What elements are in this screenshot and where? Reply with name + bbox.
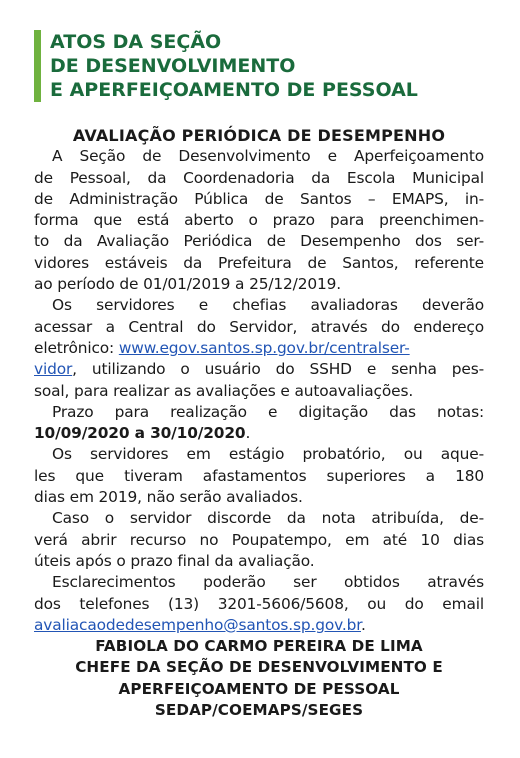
- text-line: dias em 2019, não serão avaliados.: [34, 488, 303, 507]
- paragraph-probation: [34, 444, 484, 508]
- signature-role: APERFEIÇOAMENTO DE PESSOAL: [118, 679, 400, 698]
- text-line: forma que está aberto o prazo para preenchimen-: [34, 211, 484, 230]
- paragraph-access: [34, 295, 484, 401]
- paragraph-appeal: [34, 508, 484, 572]
- text-line: [34, 615, 484, 636]
- text-line: vidores estáveis da Prefeitura de Santos, referente: [34, 253, 484, 272]
- text-line: soal, para realizar as avaliações e autoavaliações.: [34, 381, 414, 400]
- paragraph-deadline: [34, 402, 484, 445]
- text-line: de Administração Pública de Santos – EMAPS, in-: [34, 189, 484, 208]
- section-header-line: E APERFEIÇOAMENTO DE PESSOAL: [50, 79, 418, 101]
- text-line: les que tiveram afastamentos superiores a 180: [34, 466, 484, 485]
- signature-name: FABIOLA DO CARMO PEREIRA DE LIMA: [95, 637, 423, 656]
- article: [34, 125, 484, 721]
- section-header: [34, 30, 418, 102]
- text-line: acessar a Central do Servidor, através do endereço: [34, 317, 484, 336]
- deadline-dates: 10/09/2020 a 30/10/2020: [34, 424, 246, 443]
- text-line: Caso o servidor discorde da nota atribuída, de-: [52, 509, 484, 528]
- signature-block: [34, 636, 484, 721]
- section-header-line: DE DESENVOLVIMENTO: [50, 55, 296, 77]
- text-line: Os servidores em estágio probatório, ou aque-: [52, 445, 484, 464]
- text-segment: .: [361, 615, 366, 634]
- text-line: úteis após o prazo final da avaliação.: [34, 551, 315, 570]
- central-servidor-link-cont[interactable]: vidor: [34, 360, 73, 379]
- text-segment: , utilizando o usuário do SSHD e senha pes-: [72, 360, 484, 379]
- email-link[interactable]: avaliacaodedesempenho@santos.sp.gov.br: [34, 615, 361, 634]
- text-line: A Seção de Desenvolvimento e Aperfeiçoamento: [52, 147, 484, 166]
- text-line: Os servidores e chefias avaliadoras deverão: [52, 296, 484, 315]
- text-line: Esclarecimentos poderão ser obtidos através: [52, 573, 484, 592]
- text-line: verá abrir recurso no Poupatempo, em até 10 dias: [34, 530, 484, 549]
- text-line: de Pessoal, da Coordenadoria da Escola Municipal: [34, 168, 484, 187]
- signature-role: CHEFE DA SEÇÃO DE DESENVOLVIMENTO E: [75, 658, 443, 677]
- paragraph-contact: [34, 572, 484, 636]
- signature-department: SEDAP/COEMAPS/SEGES: [154, 701, 364, 720]
- text-line: ao período de 01/01/2019 a 25/12/2019.: [34, 275, 342, 294]
- central-servidor-link[interactable]: www.egov.santos.sp.gov.br/centralser-: [118, 338, 410, 357]
- text-line: [34, 423, 484, 444]
- text-line: to da Avaliação Periódica de Desempenho dos ser-: [34, 232, 484, 251]
- paragraph-announcement: [34, 146, 484, 295]
- text-line: Prazo para realização e digitação das notas:: [52, 402, 484, 421]
- text-segment: eletrônico:: [34, 338, 119, 357]
- text-line: [34, 359, 484, 380]
- text-line: dos telefones (13) 3201-5606/5608, ou do email: [34, 594, 484, 613]
- text-segment: .: [245, 424, 251, 443]
- text-line: [34, 338, 484, 359]
- article-title: AVALIAÇÃO PERIÓDICA DE DESEMPENHO: [72, 126, 446, 145]
- section-header-line: ATOS DA SEÇÃO: [50, 31, 222, 53]
